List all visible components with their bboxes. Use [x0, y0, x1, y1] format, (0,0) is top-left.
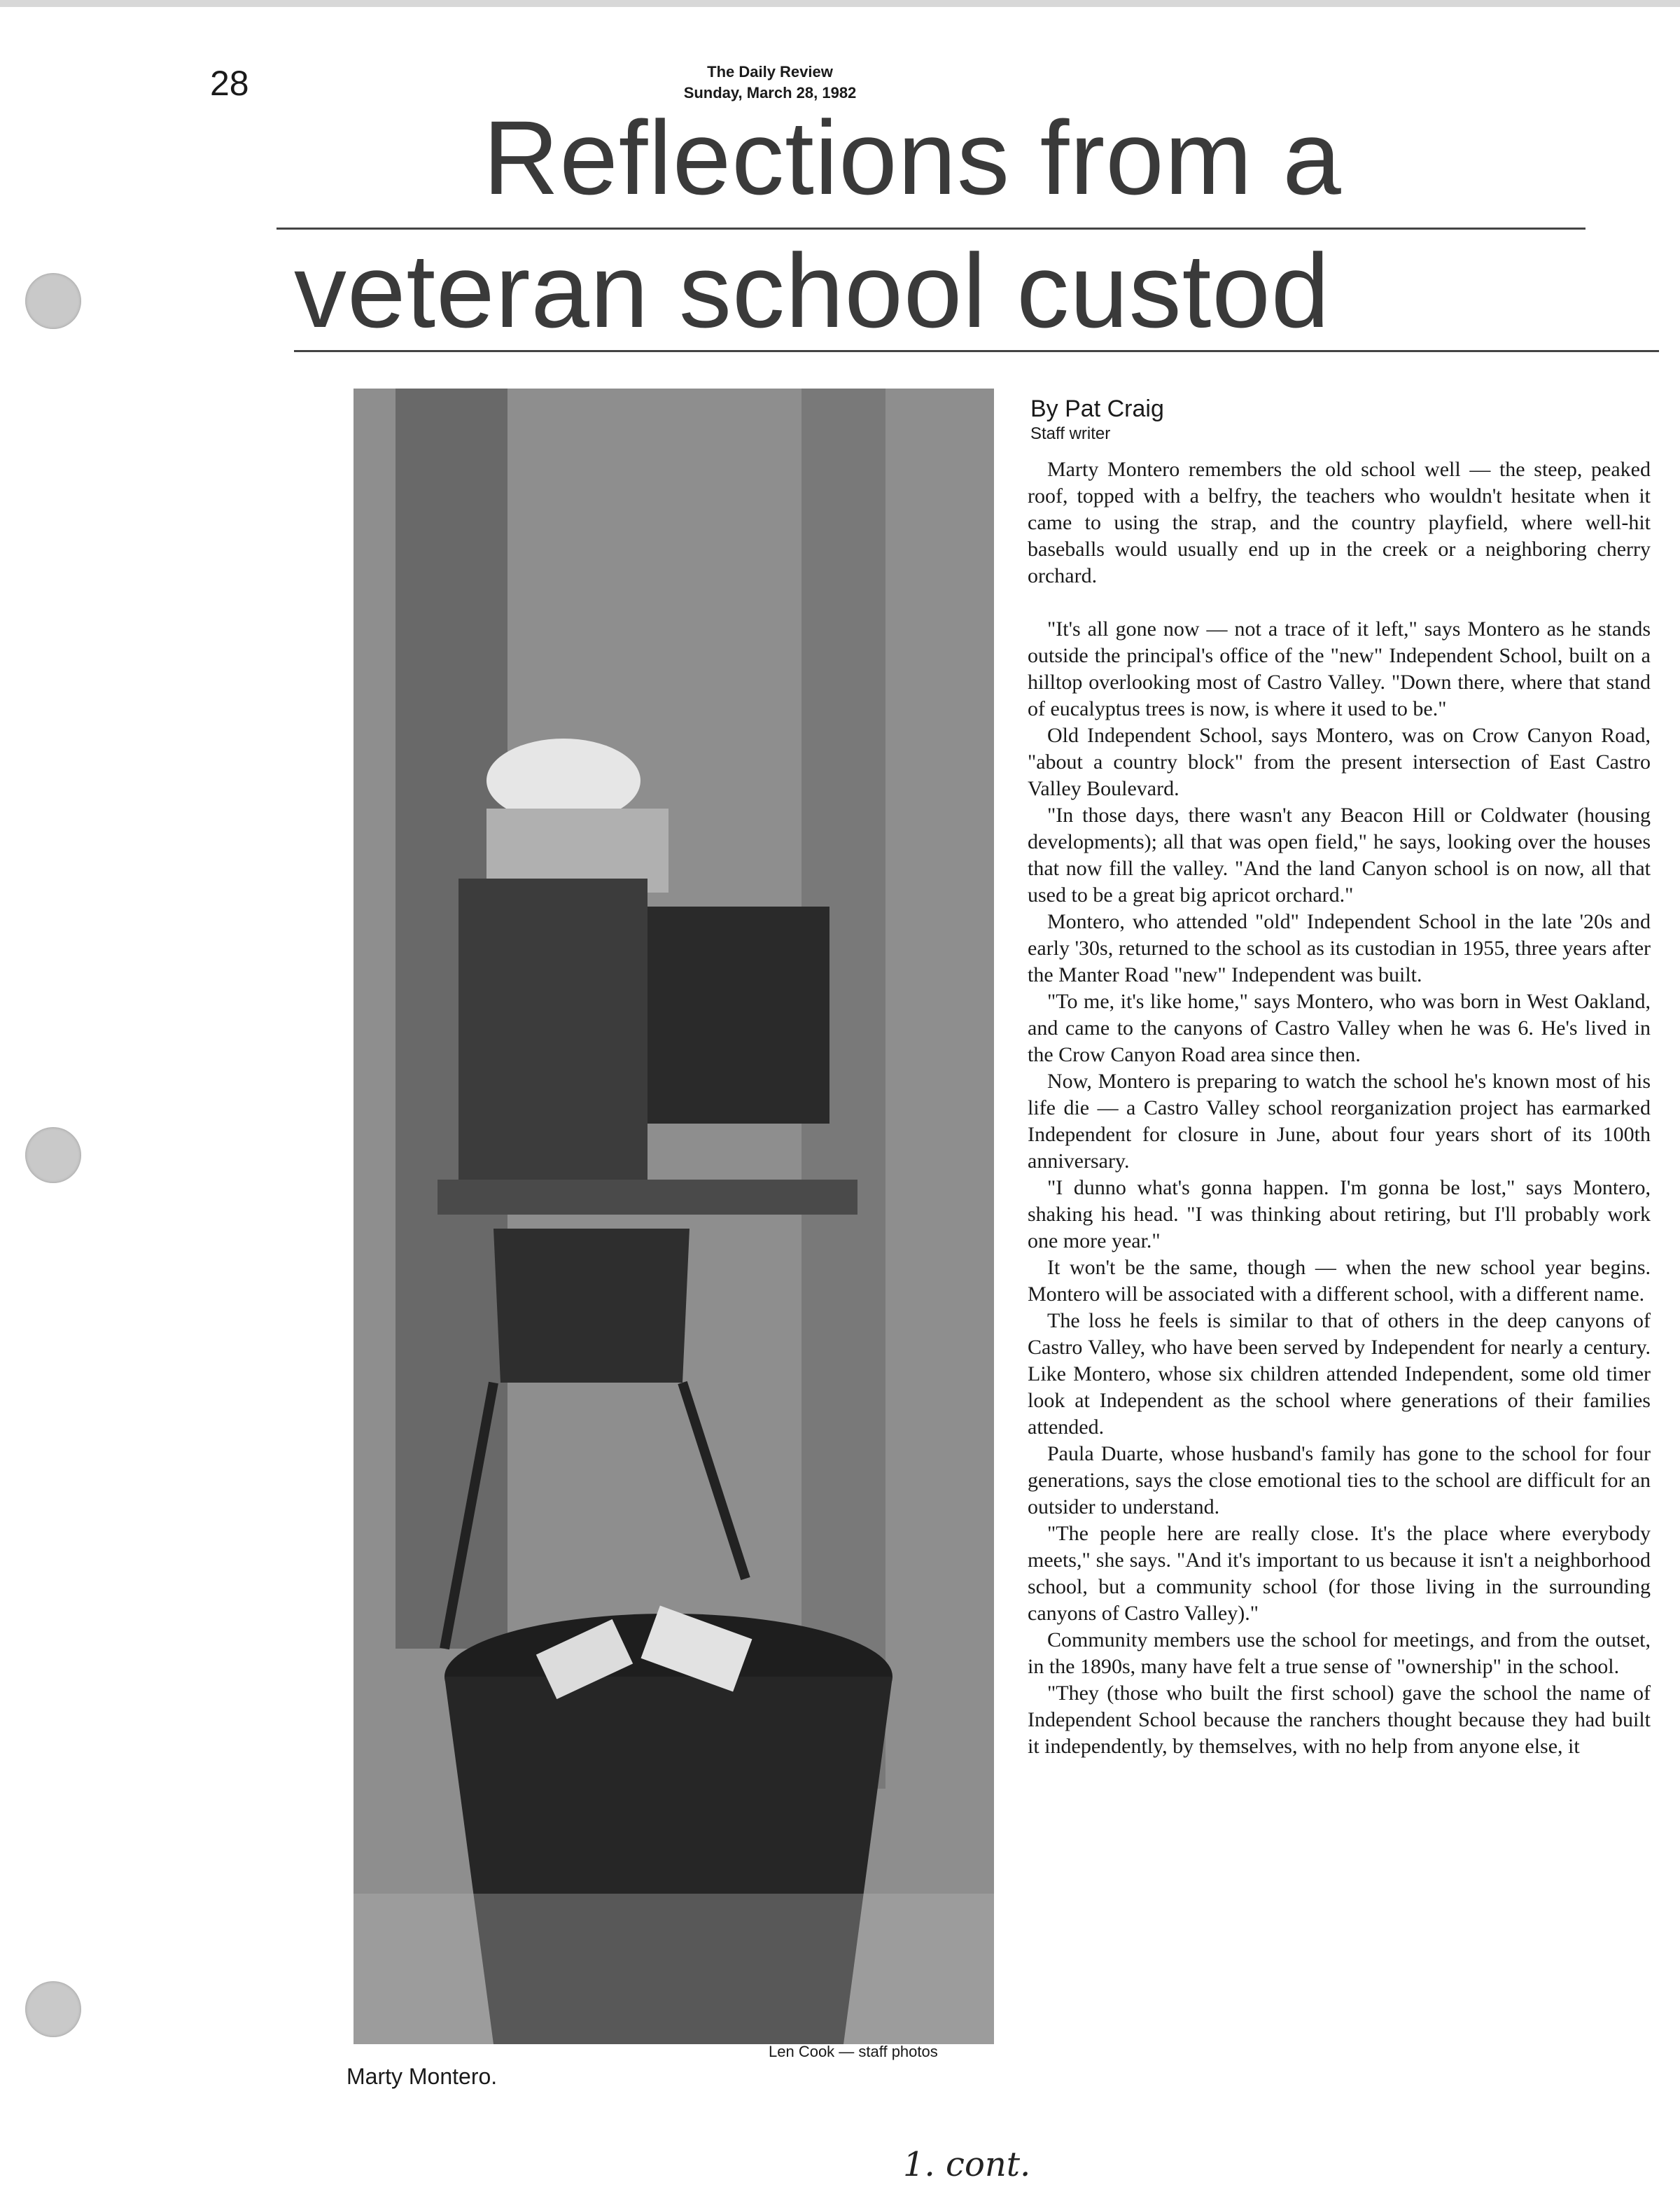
headline-divider — [294, 350, 1659, 352]
photo-credit: Len Cook — staff photos — [769, 2043, 938, 2060]
photo-illustration — [354, 389, 994, 2044]
article-paragraph: "They (those who built the first school) gave the school the name of Independent School because the ranchers thought because they had built it independently, by themselves, with no help from anyone else, it — [1028, 1682, 1651, 1758]
article-paragraph: "It's all gone now — not a trace of it left," says Montero as he stands outside the principal's office of the "new" Independent School, built on a hilltop overlooking most of Castro Valley. "Down there, where that stand of eucalyptus trees is now, is where it used to be." — [1028, 617, 1651, 720]
article-paragraph: "The people here are really close. It's the place where everybody meets," she says. "And it's important to us because it isn't a neighborhood school, but a community school (for those living in the surrounding canyons of Castro Valley)." — [1028, 1522, 1651, 1625]
scan-top-edge — [0, 0, 1680, 7]
binder-hole — [25, 1127, 81, 1183]
publication-name: The Daily Review — [707, 63, 833, 81]
custodian-photo — [354, 389, 994, 2044]
binder-hole — [25, 273, 81, 329]
article-paragraph: It won't be the same, though — when the new school year begins. Montero will be associated with a different school, with a different name. — [1028, 1256, 1651, 1306]
article-paragraph: Marty Montero remembers the old school well — the steep, peaked roof, topped with a belfry, the teachers who wouldn't hesitate when it came to using the strap, and the country playfield, where well-hit baseballs would usually end up in the creek or a neighboring cherry orchard. — [1028, 458, 1651, 587]
article-paragraph: "I dunno what's gonna happen. I'm gonna be lost," says Montero, shaking his head. "I was thinking about retiring, but I'll probably work one more year." — [1028, 1176, 1651, 1252]
photo-caption: Marty Montero. — [346, 2064, 498, 2089]
article-paragraph: Now, Montero is preparing to watch the school he's known most of his life die — a Castro Valley school reorganization project has earmarked Independent for closure in June, about four years short of its 100th anniversary. — [1028, 1070, 1651, 1173]
article-paragraph: "In those days, there wasn't any Beacon Hill or Coldwater (housing developments); all that was open field," he says, looking over the houses that now fill the valley. "And the land Canyon school is on now, all that used to be a great big apricot orchard." — [1028, 804, 1651, 907]
byline: By Pat Craig — [1030, 396, 1164, 422]
article-body — [1028, 456, 1651, 1760]
article-paragraph: Montero, who attended "old" Independent School in the late '20s and early '30s, returned to the school as its custodian in 1955, three years after the Manter Road "new" Independent was built. — [1028, 910, 1651, 986]
byline-role: Staff writer — [1030, 424, 1111, 443]
headline-line-1: Reflections from a — [483, 99, 1342, 216]
handwritten-note: 1. cont. — [903, 2145, 1031, 2184]
article-paragraph: "To me, it's like home," says Montero, who was born in West Oakland, and came to the canyons of Castro Valley when he was 6. He's lived in the Crow Canyon Road area since then. — [1028, 990, 1651, 1066]
page-number: 28 — [210, 64, 249, 103]
dateline — [630, 62, 910, 104]
headline-divider — [276, 228, 1586, 230]
article-paragraph: The loss he feels is similar to that of others in the deep canyons of Castro Valley, who have been served by Independent for nearly a century. Like Montero, whose six children attended Independent, some old timer look at Independent as the school where generations of their families attended. — [1028, 1309, 1651, 1439]
publication-date: Sunday, March 28, 1982 — [683, 84, 857, 102]
article-paragraph: Community members use the school for meetings, and from the outset, in the 1890s, many have felt a true sense of "ownership" in the school. — [1028, 1628, 1651, 1678]
article-paragraph: Old Independent School, says Montero, was on Crow Canyon Road, "about a country block" from the present intersection of East Castro Valley Boulevard. — [1028, 724, 1651, 800]
article-paragraph: Paula Duarte, whose husband's family has gone to the school for four generations, says the close emotional ties to the school are difficult for an outsider to understand. — [1028, 1442, 1651, 1518]
headline-line-2: veteran school custod — [294, 232, 1331, 349]
binder-hole — [25, 1981, 81, 2037]
